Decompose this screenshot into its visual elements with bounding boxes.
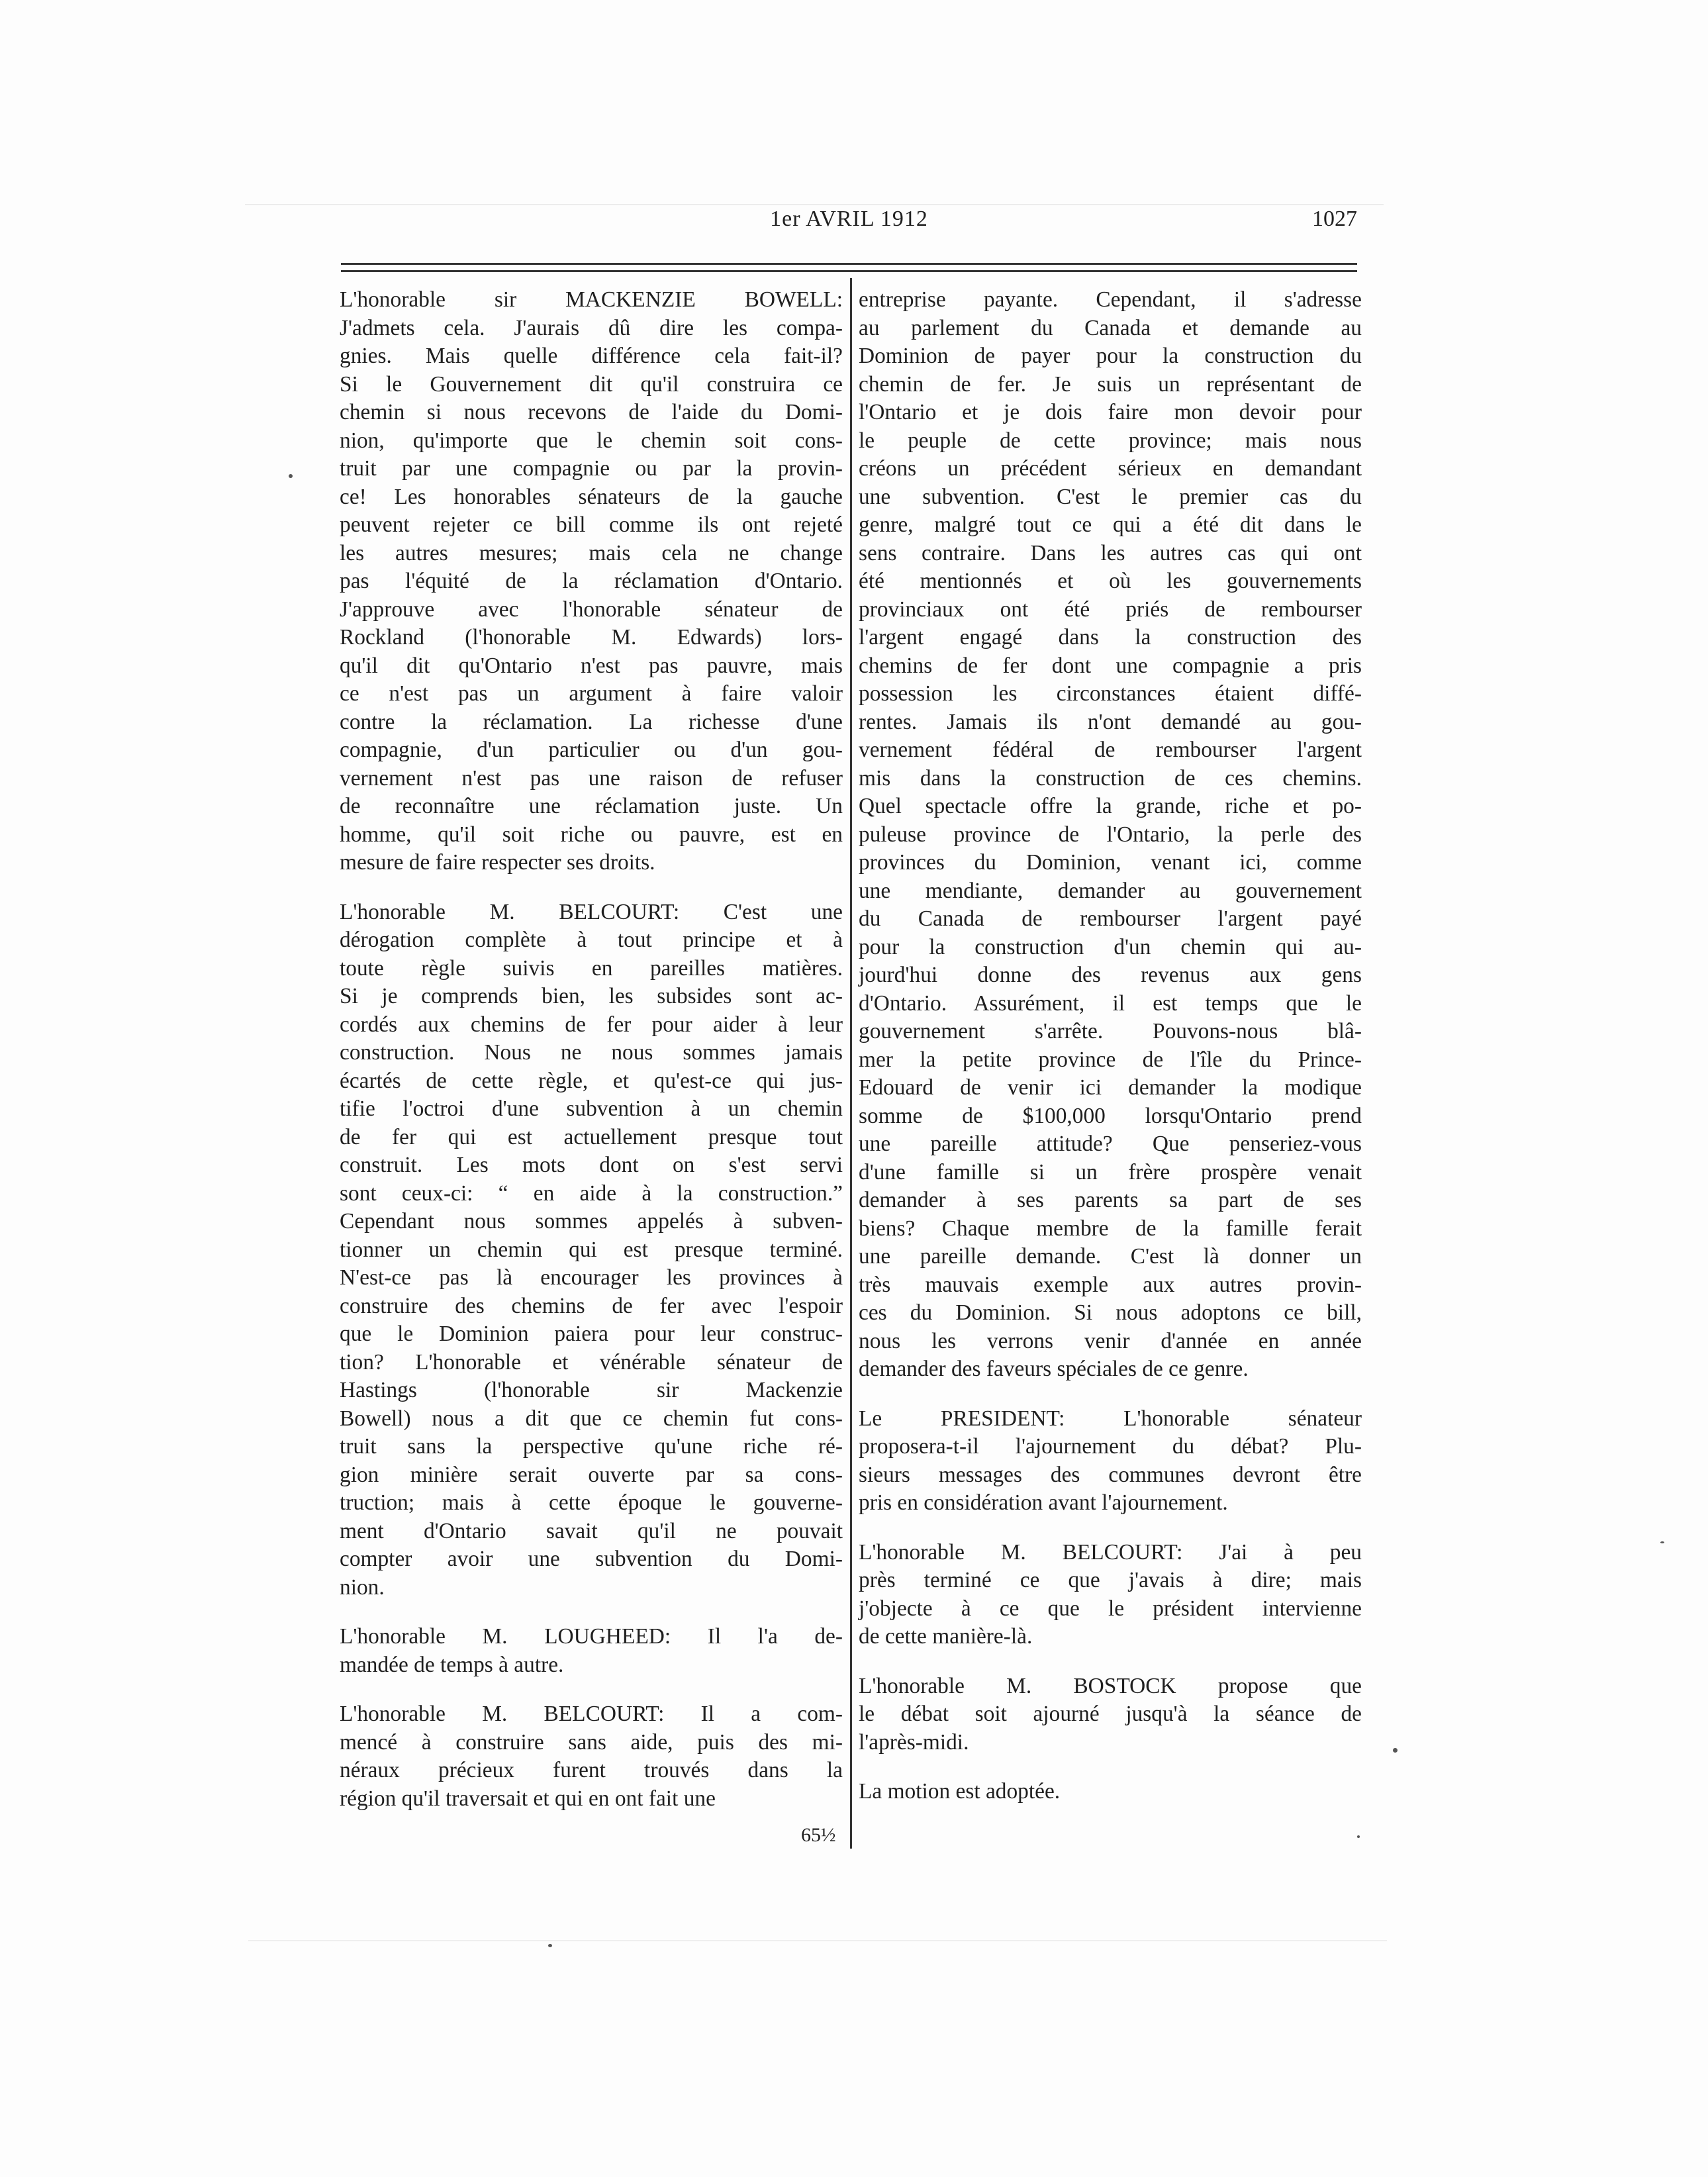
text-line: tifie l'octroi d'une subvention à un chemin (340, 1096, 843, 1121)
text-line: ce! Les honorables sénateurs de la gauche (340, 484, 843, 509)
text-line: pas l'équité de la réclamation d'Ontario. (340, 569, 843, 593)
text-line: truit sans la perspective qu'une riche ré- (340, 1434, 843, 1459)
text-line: Dominion de payer pour la construction du (859, 344, 1362, 368)
text-line: l'après-midi. (859, 1729, 969, 1755)
right-column-paragraph (859, 286, 1362, 1384)
text-line: jourd'hui donne des revenus aux gens (859, 963, 1362, 987)
text-line: nion. (340, 1574, 385, 1600)
text-line: rentes. Jamais ils n'ont demandé au gou- (859, 709, 1362, 734)
text-line: Rockland (l'honorable M. Edwards) lors- (340, 625, 843, 650)
left-column-paragraph (340, 286, 843, 877)
text-line: toute règle suivis en pareilles matières. (340, 955, 843, 981)
text-line: mesure de faire respecter ses droits. (340, 850, 655, 875)
text-line: d'Ontario. Assurément, il est temps que le (859, 991, 1362, 1016)
text-line: gion minière serait ouverte par sa cons- (340, 1462, 843, 1487)
text-line: mis dans la construction de ces chemins. (859, 765, 1362, 791)
page-number: 1027 (1312, 207, 1357, 231)
text-line: possession les circonstances étaient diffé- (859, 681, 1362, 706)
text-line: L'honorable M. BELCOURT: C'est une (340, 899, 843, 924)
text-line: néraux précieux furent trouvés dans la (340, 1758, 843, 1782)
text-line: nion, qu'importe que le chemin soit cons- (340, 428, 843, 453)
text-line: une pareille demande. C'est là donner un (859, 1244, 1362, 1269)
text-line: près terminé ce que j'avais à dire; mais (859, 1568, 1362, 1592)
text-line: de fer qui est actuellement presque tout (340, 1124, 843, 1149)
text-line: très mauvais exemple aux autres provin- (859, 1272, 1362, 1297)
text-line: L'honorable M. BELCOURT: J'ai à peu (859, 1539, 1362, 1565)
text-line: Edouard de venir ici demander la modique (859, 1075, 1362, 1100)
text-line: La motion est adoptée. (859, 1779, 1061, 1804)
text-line: mer la petite province de l'île du Prince- (859, 1047, 1362, 1072)
scan-speck (1393, 1748, 1398, 1753)
text-line: demander à ses parents sa part de ses (859, 1188, 1362, 1212)
text-line: de reconnaître une réclamation juste. Un (340, 794, 843, 818)
text-line: écartés de cette règle, et qu'est-ce qui jus- (340, 1068, 843, 1093)
text-line: Bowell) nous a dit que ce chemin fut cons- (340, 1406, 843, 1431)
right-column-paragraph (859, 1539, 1362, 1651)
text-line: vernement fédéral de rembourser l'argent (859, 738, 1362, 762)
text-line: vernement n'est pas une raison de refuser (340, 765, 843, 791)
text-line: mencé à construire sans aide, puis des mi- (340, 1729, 843, 1755)
text-line: une pareille attitude? Que penseriez-vous (859, 1132, 1362, 1156)
text-line: puleuse province de l'Ontario, la perle des (859, 822, 1362, 847)
left-column-paragraph (340, 1623, 843, 1679)
text-line: biens? Chaque membre de la famille ferait (859, 1216, 1362, 1241)
text-line: J'approuve avec l'honorable sénateur de (340, 597, 843, 622)
text-line: nous les verrons venir d'année en année (859, 1328, 1362, 1353)
text-line: demander des faveurs spéciales de ce genre. (859, 1357, 1249, 1381)
text-line: j'objecte à ce que le président intervienne (859, 1596, 1362, 1621)
signature-mark: 65½ (801, 1824, 836, 1846)
text-line: truction; mais à cette époque le gouverne- (340, 1490, 843, 1515)
text-line: Si je comprends bien, les subsides sont ac- (340, 984, 843, 1008)
text-line: une mendiante, demander au gouvernement (859, 878, 1362, 903)
text-line: que le Dominion paiera pour leur construc- (340, 1322, 843, 1346)
text-line: L'honorable M. BOSTOCK propose que (859, 1673, 1362, 1698)
text-line: N'est-ce pas là encourager les provinces à (340, 1265, 843, 1290)
text-line: homme, qu'il soit riche ou pauvre, est en (340, 822, 843, 847)
text-line: entreprise payante. Cependant, il s'adresse (859, 287, 1362, 312)
text-line: gnies. Mais quelle différence cela fait-il? (340, 344, 843, 368)
text-line: construire des chemins de fer avec l'espoir (340, 1293, 843, 1318)
text-line: chemin si nous recevons de l'aide du Domi- (340, 400, 843, 424)
text-line: construction. Nous ne nous sommes jamais (340, 1040, 843, 1065)
text-line: région qu'il traversait et qui en ont fait une (340, 1786, 716, 1811)
text-line: somme de $100,000 lorsqu'Ontario prend (859, 1103, 1362, 1128)
text-line: du Canada de rembourser l'argent payé (859, 906, 1362, 931)
column-divider (850, 278, 852, 1849)
text-line: tionner un chemin qui est presque terminé. (340, 1237, 843, 1262)
text-line: truit par une compagnie ou par la provin- (340, 456, 843, 481)
text-line: chemin de fer. Je suis un représentant de (859, 371, 1362, 397)
text-line: le peuple de cette province; mais nous (859, 428, 1362, 453)
left-column-paragraph (340, 1700, 843, 1813)
text-line: L'honorable sir MACKENZIE BOWELL: (340, 287, 843, 312)
text-line: de cette manière-là. (859, 1624, 1033, 1649)
text-line: ce n'est pas un argument à faire valoir (340, 681, 843, 706)
text-line: Si le Gouvernement dit qu'il construira ce (340, 371, 843, 397)
text-line: créons un précédent sérieux en demandant (859, 456, 1362, 481)
text-line: dérogation complète à tout principe et à (340, 928, 843, 952)
text-line: pour la construction d'un chemin qui au- (859, 934, 1362, 959)
text-line: cordés aux chemins de fer pour aider à leur (340, 1012, 843, 1037)
right-column-paragraph (859, 1778, 1362, 1806)
text-line: tion? L'honorable et vénérable sénateur de (340, 1349, 843, 1375)
text-line: une subvention. C'est le premier cas du (859, 484, 1362, 509)
text-line: au parlement du Canada et demande au (859, 315, 1362, 340)
text-line: ces du Dominion. Si nous adoptons ce bill, (859, 1300, 1362, 1325)
text-line: mandée de temps à autre. (340, 1652, 564, 1677)
text-line: les autres mesures; mais cela ne change (340, 540, 843, 565)
left-column-paragraph (340, 898, 843, 1602)
text-line: Hastings (l'honorable sir Mackenzie (340, 1378, 843, 1402)
text-line: l'Ontario et je dois faire mon devoir pour (859, 400, 1362, 424)
text-line: pris en considération avant l'ajournement. (859, 1490, 1228, 1515)
text-line: Cependant nous sommes appelés à subven- (340, 1209, 843, 1234)
text-line: sont ceux-ci: “ en aide à la construction.” (340, 1181, 843, 1206)
text-line: d'une famille si un frère prospère venait (859, 1159, 1362, 1185)
scan-edge-top (245, 204, 1384, 205)
text-line: Le PRESIDENT: L'honorable sénateur (859, 1406, 1362, 1431)
text-line: J'admets cela. J'aurais dû dire les compa- (340, 315, 843, 340)
text-line: chemins de fer dont une compagnie a pris (859, 653, 1362, 678)
text-line: sieurs messages des communes devront être (859, 1462, 1362, 1487)
text-line: compagnie, d'un particulier ou d'un gou- (340, 738, 843, 762)
scan-speck (1660, 1541, 1664, 1543)
text-line: qu'il dit qu'Ontario n'est pas pauvre, mais (340, 653, 843, 678)
text-line: ment d'Ontario savait qu'il ne pouvait (340, 1518, 843, 1543)
text-line: provinciaux ont été priés de rembourser (859, 597, 1362, 622)
scan-edge-bottom (248, 1940, 1387, 1941)
text-line: construit. Les mots dont on s'est servi (340, 1153, 843, 1177)
text-line: contre la réclamation. La richesse d'une (340, 709, 843, 734)
text-line: compter avoir une subvention du Domi- (340, 1547, 843, 1571)
text-line: Quel spectacle offre la grande, riche et po- (859, 794, 1362, 818)
header-double-rule (341, 263, 1357, 272)
scan-speck (1357, 1835, 1360, 1838)
text-line: genre, malgré tout ce qui a été dit dans le (859, 512, 1362, 537)
right-column-paragraph (859, 1405, 1362, 1518)
text-line: l'argent engagé dans la construction des (859, 625, 1362, 650)
text-line: L'honorable M. LOUGHEED: Il l'a de- (340, 1624, 843, 1649)
running-head-date: 1er AVRIL 1912 (770, 207, 928, 231)
text-line: le débat soit ajourné jusqu'à la séance de (859, 1702, 1362, 1726)
text-line: proposera-t-il l'ajournement du débat? Plu- (859, 1434, 1362, 1459)
right-column (859, 286, 1362, 1827)
text-line: provinces du Dominion, venant ici, comme (859, 850, 1362, 875)
text-line: L'honorable M. BELCOURT: Il a com- (340, 1702, 843, 1726)
running-head (341, 207, 1357, 246)
text-line: sens contraire. Dans les autres cas qui ont (859, 540, 1362, 565)
left-column (340, 286, 843, 1834)
scan-speck (548, 1944, 552, 1947)
text-line: gouvernement s'arrête. Pouvons-nous blâ- (859, 1019, 1362, 1043)
right-column-paragraph (859, 1672, 1362, 1757)
text-line: peuvent rejeter ce bill comme ils ont rejeté (340, 512, 843, 537)
text-line: été mentionnés et où les gouvernements (859, 569, 1362, 593)
scan-speck (289, 474, 293, 478)
